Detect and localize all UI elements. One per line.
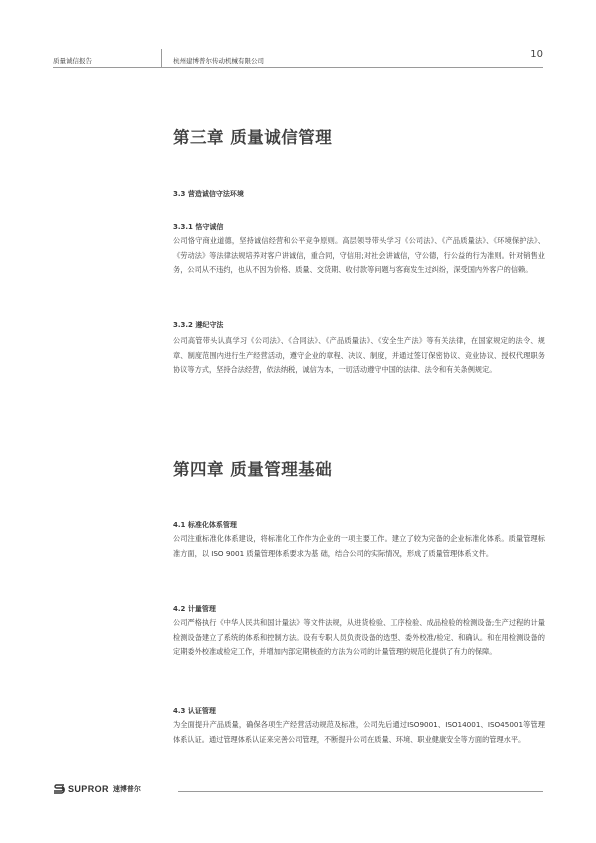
header-report-title: 质量诚信报告 [53, 57, 92, 65]
section-3-3-2-body: 公司高管带头认真学习《公司法》、《合同法》、《产品质量法》、《安全生产法》等有关法律，在国家规定的法令、规章、制度范围内进行生产经营活动，遵守企业的章程、决议、制度，并通过签订保密协议、竞业协议、授权代理职务协议等方式，坚持合法经营，依法纳税，诚信为本，一切活动遵守中国的法律、法令和有关条例规定。 [173, 336, 545, 374]
section-4-2-heading: 4.2 计量管理 [173, 605, 216, 613]
footer-logo [53, 783, 141, 795]
section-3-3-1-body: 公司恪守商业道德，坚持诚信经营和公平竞争原则。高层领导带头学习《公司法》、《产品质量法》、《环境保护法》、《劳动法》等法律法规培养对客户讲诚信，重合同，守信用;对社会讲诚信，守公德，行公益的行为准则。针对销售业务，公司从不违约，也从不因为价格、质量、交货期、收付款等问题与客商发生过纠纷，深受国内外客户的信赖。 [173, 236, 545, 274]
section-3-3-heading: 3.3 营造诚信守法环境 [173, 190, 244, 198]
section-4-1-body: 公司注重标准化体系建设，将标准化工作作为企业的一项主要工作。建立了较为完备的企业标准化体系。质量管理标准方面，以 ISO 9001 质量管理体系要求为基 础，结合公司的实际情况，形成了质量管理体系文件。 [173, 534, 545, 558]
header-company-name: 杭州建博普尔传动机械有限公司 [173, 57, 264, 65]
section-3-3-1-heading: 3.3.1 恪守诚信 [173, 223, 224, 231]
section-4-3-heading: 4.3 认证管理 [173, 707, 216, 715]
section-3-3-2-heading: 3.3.2 遵纪守法 [173, 321, 224, 329]
header-divider-tick [161, 49, 162, 67]
section-4-3-body: 为全面提升产品质量，确保各项生产经营活动规范及标准，公司先后通过ISO9001、ISO14001、ISO45001等管理体系认证。通过管理体系认证来完善公司管理，不断提升公司在质量、环境、职业健康安全等方面的管理水平。 [173, 720, 545, 744]
footer-brand-cn: 速博普尔 [112, 785, 141, 793]
footer-brand-name: SUPROR [68, 784, 109, 794]
chapter-3-title: 第三章 质量诚信管理 [173, 128, 333, 147]
footer-rule [178, 791, 543, 792]
chapter-4-title: 第四章 质量管理基础 [173, 460, 333, 479]
page-number: 10 [530, 49, 543, 60]
section-4-1-heading: 4.1 标准化体系管理 [173, 521, 237, 529]
supror-logo-icon [53, 783, 65, 795]
header-rule [53, 67, 543, 68]
section-4-2-body: 公司严格执行《中华人民共和国计量法》等文件法规，从进货检验、工序检验、成品检验的检测设备;生产过程的计量检测设备建立了系统的体系和控制方法。设有专职人员负责设备的选型、委外校准/检定、和确认。和在用检测设备的定期委外校准或检定工作，并增加内部定期核查的方法为公司的计量管理的规范化提供了有力的保障。 [173, 618, 545, 656]
